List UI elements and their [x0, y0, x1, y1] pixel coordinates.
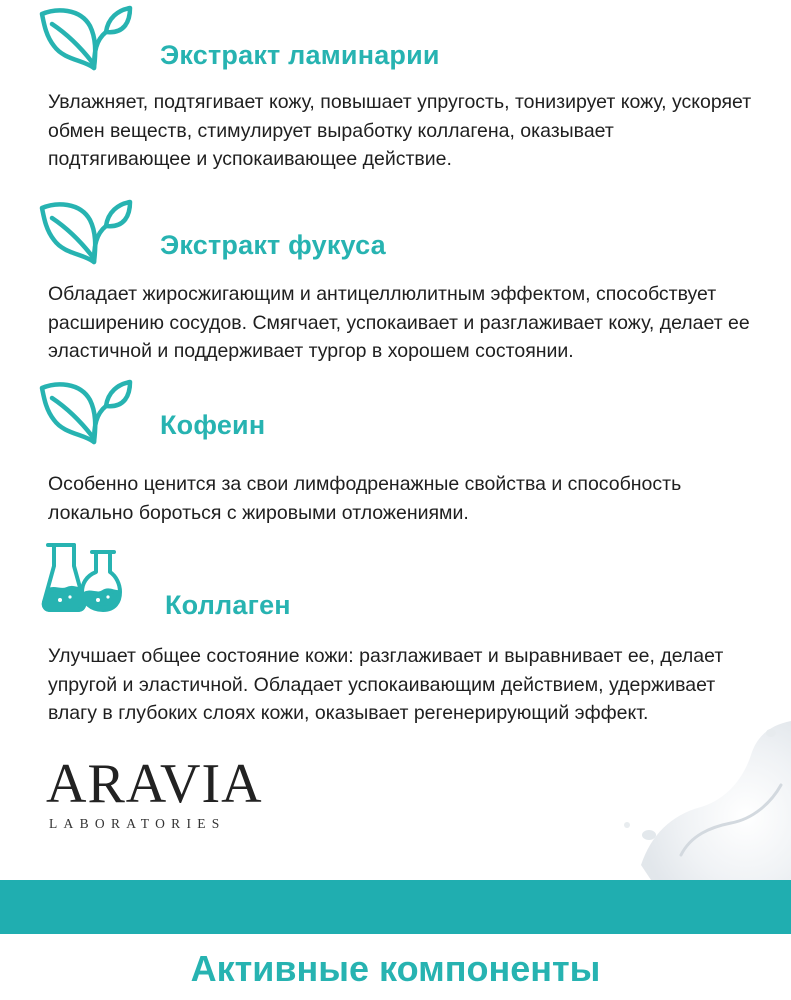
component-description: Обладает жиросжигающим и антицеллюлитным эффектом, способствует расширению сосудов. Смягчает, успокаивает и разглаживает кожу, делает ее эластичной и поддерживает тургор в хорошем состоянии. — [48, 283, 750, 362]
component-description: Улучшает общее состояние кожи: разглаживает и выравнивает ее, делает упругой и эластичной. Обладает успокаивающим действием, удерживает влагу в глубоких слоях кожи, оказывает регенерирующий эффект. — [48, 645, 724, 724]
logo-tagline: LABORATORIES — [49, 816, 226, 831]
component-title: Коллаген — [165, 590, 291, 620]
component-title: Экстракт фукуса — [160, 230, 386, 260]
aravia-logo — [46, 753, 276, 834]
leaf-sprout-icon — [34, 2, 134, 72]
page-title: Активные компоненты — [190, 948, 601, 989]
divider-band — [0, 880, 791, 934]
component-title: Экстракт ламинарии — [160, 40, 440, 70]
leaf-sprout-icon — [34, 376, 134, 446]
logo-wordmark: ARAVIA — [46, 753, 263, 815]
component-description: Увлажняет, подтягивает кожу, повышает упругость, тонизирует кожу, ускоряет обмен веществ, стимулирует выработку коллагена, оказывает подтягивающее и успокаивающее действие. — [48, 91, 752, 170]
component-description: Особенно ценится за свои лимфодренажные свойства и способность локально бороться с жировыми отложениями. — [48, 473, 682, 524]
lab-flasks-icon — [40, 542, 122, 614]
leaf-sprout-icon — [34, 196, 134, 266]
milk-splash-image — [531, 715, 791, 880]
component-title: Кофеин — [160, 410, 266, 440]
